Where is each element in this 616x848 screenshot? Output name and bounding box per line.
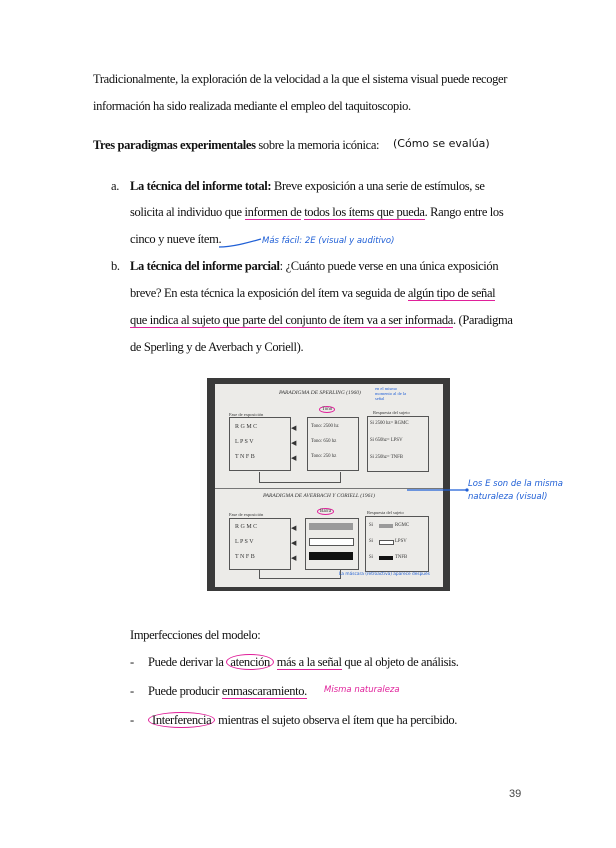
arrow-icon: ◀ <box>291 524 297 532</box>
imperfection-2-underlined: enmascaramiento. <box>221 684 307 698</box>
sperling-answer-3: Si 250hz= TNFB <box>370 455 404 460</box>
item-b-text-2: breve? En esta técnica la exposición del ítem va seguida de <box>130 286 406 300</box>
bullet-dash: - <box>130 684 134 698</box>
imperfection-2-text: Puede producir <box>148 684 220 698</box>
averbach-si-2: Si <box>369 539 374 544</box>
item-b-line-1 <box>130 259 498 274</box>
averbach-mini-bar-black <box>379 556 393 560</box>
sperling-row-3: T N F B <box>235 454 255 460</box>
arrow-icon <box>405 484 469 496</box>
averbach-response-label: Respuesta del sujeto <box>367 510 404 515</box>
averbach-si-1: Si <box>369 523 374 528</box>
sperling-handwritten-note: en el mismo momento al de la señal <box>375 386 407 401</box>
averbach-bar-black <box>309 552 353 560</box>
imperfection-3 <box>148 713 457 728</box>
averbach-row-3: T N F B <box>235 554 255 560</box>
item-b-text-3: . (Paradigma <box>452 313 513 327</box>
arrow-icon: ◀ <box>291 424 297 432</box>
bullet-dash: - <box>130 655 134 669</box>
arrow-icon: ◀ <box>291 554 297 562</box>
imperfection-1-circled: atención <box>226 654 274 670</box>
sperling-tone-3: Tono: 250 hz <box>311 454 337 459</box>
averbach-row-2: L P S V <box>235 539 254 545</box>
item-b-marker: b. <box>111 259 120 273</box>
imperfection-2 <box>148 684 307 699</box>
arrow-icon: ◀ <box>291 539 297 547</box>
bullet-dash: - <box>130 713 134 727</box>
imperfections-title: Imperfecciones del modelo: <box>130 628 261 642</box>
item-b-line-4: de Sperling y de Averbach y Coriell). <box>130 340 304 354</box>
item-a-underline-all: todos los ítems que pueda <box>304 205 425 219</box>
imperfection-3-circled: Interferencia <box>148 712 215 728</box>
item-b-underline-signal: algún tipo de señal <box>407 286 496 300</box>
averbach-si-3: Si <box>369 555 374 560</box>
handwritten-note-same-nature-pink: Misma naturaleza <box>324 685 400 695</box>
item-a-line-2 <box>130 205 503 220</box>
handwritten-note-same-nature: Los E son de la misma naturaleza (visual) <box>468 479 564 502</box>
item-a-text-2: solicita al individuo que <box>130 205 242 219</box>
sperling-title: PARADIGMA DE SPERLING (1960) <box>279 390 361 396</box>
paradigms-heading-bold: Tres paradigmas experimentales <box>93 138 256 152</box>
sperling-answer-1: Si 2500 hz= RGMC <box>370 421 409 426</box>
arrow-icon <box>217 237 263 249</box>
paradigms-heading <box>93 138 379 153</box>
handwritten-note-easier: Más fácil: 2E (visual y auditivo) <box>262 236 395 246</box>
intro-line-2: información ha sido realizada mediante el empleo del taquitoscopio. <box>93 99 411 113</box>
averbach-phase-label: Fase de exposición <box>229 512 264 517</box>
averbach-answer-1: RGMC <box>395 523 410 528</box>
item-a-underline-inform: informen de <box>244 205 302 219</box>
handwritten-note-how: (Cómo se evalúa) <box>393 137 490 150</box>
item-b-title: La técnica del informe parcial <box>130 259 280 273</box>
item-a-text-1: Breve exposición a una serie de estímulos, se <box>273 179 485 193</box>
averbach-cue-label: Barra <box>317 508 334 515</box>
averbach-answer-2: LPSV <box>395 539 407 544</box>
item-a-marker: a. <box>111 179 119 193</box>
averbach-mini-bar-white <box>379 540 394 545</box>
item-b-underline-indicates: que indica al sujeto que parte del conjunto de ítem va a ser informada <box>130 313 453 327</box>
item-a-title: La técnica del informe total: <box>130 179 272 193</box>
arrow-icon: ◀ <box>291 439 297 447</box>
averbach-connector <box>259 570 341 579</box>
sperling-row-2: L P S V <box>235 439 254 445</box>
item-b-line-3 <box>130 313 513 328</box>
averbach-title: PARADIGMA DE AVERBACH Y CORIELL (1961) <box>263 493 375 499</box>
averbach-bar-white <box>309 538 354 546</box>
imperfection-1-text-b: que al objeto de análisis. <box>344 655 459 669</box>
sperling-row-1: R G M C <box>235 424 258 430</box>
item-b-line-2 <box>130 286 495 301</box>
sperling-tone-1: Tono: 2500 hz <box>311 424 339 429</box>
sperling-phase-label: Fase de exposición <box>229 412 264 417</box>
item-b-text-1: : ¿Cuánto puede verse en una única exposición <box>279 259 499 273</box>
imperfection-1 <box>148 655 459 670</box>
imperfection-1-text-a: Puede derivar la <box>148 655 224 669</box>
sperling-tone-2: Tono: 650 hz <box>311 439 337 444</box>
sperling-connector <box>259 472 341 483</box>
averbach-mini-bar-gray <box>379 524 393 528</box>
averbach-row-1: R G M C <box>235 524 258 530</box>
averbach-handwritten-note: La máscara (retroactiva) aparece después <box>339 572 430 577</box>
averbach-answer-3: TNFB <box>395 555 408 560</box>
intro-line-1: Tradicionalmente, la exploración de la velocidad a la que el sistema visual puede recoger <box>93 72 508 86</box>
item-a-line-3: cinco y nueve ítem. <box>130 232 222 246</box>
arrow-icon: ◀ <box>291 454 297 462</box>
sperling-answer-2: Si 650hz= LPSV <box>370 438 403 443</box>
page-number: 39 <box>509 788 522 800</box>
paradigms-heading-rest: sobre la memoria icónica: <box>258 138 380 152</box>
sperling-cue-label: Tono <box>319 406 335 413</box>
averbach-bar-gray <box>309 523 353 530</box>
imperfection-3-text: mientras el sujeto observa el ítem que ha percibido. <box>218 713 458 727</box>
item-a-text-3: . Rango entre los <box>424 205 504 219</box>
imperfection-1-underlined: más a la señal <box>276 655 342 669</box>
sperling-response-label: Respuesta del sujeto <box>373 410 410 415</box>
item-a-line-1 <box>130 179 485 194</box>
